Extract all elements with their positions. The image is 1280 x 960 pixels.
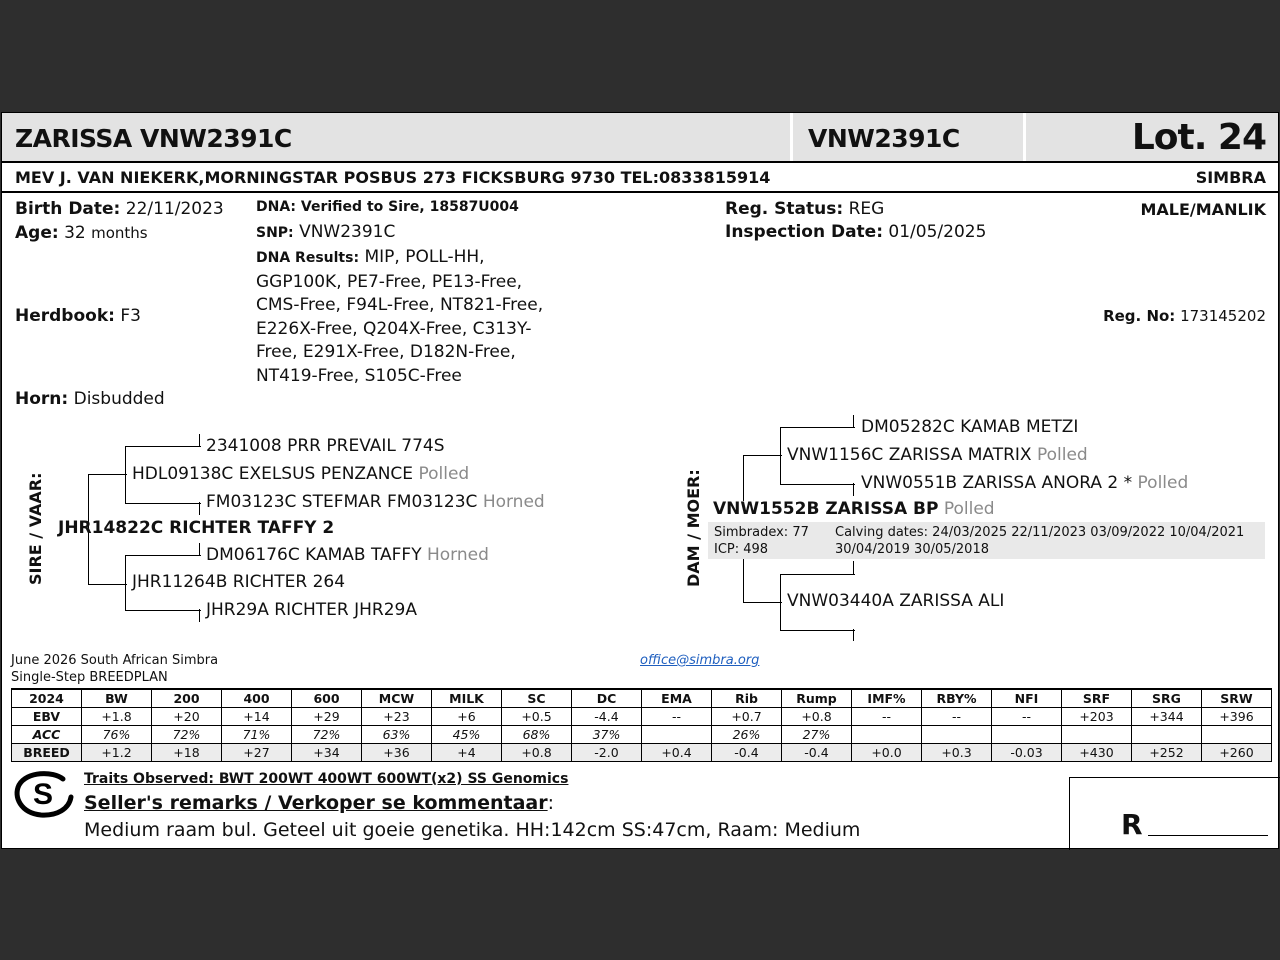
table-cell [1062, 726, 1132, 744]
dam-bracket-top [743, 455, 782, 501]
sire-dam-dam: JHR29A RICHTER JHR29A [206, 600, 417, 620]
table-cell: +0.3 [922, 744, 992, 762]
table-cell: +260 [1202, 744, 1272, 762]
table-cell: +6 [432, 708, 502, 726]
col-header: SRG [1132, 689, 1202, 708]
row-label: ACC [12, 726, 82, 744]
animal-name: ZARISSA VNW2391C [15, 124, 292, 153]
sex: MALE/MANLIK [1140, 200, 1266, 219]
dam-sire-sire: DM05282C KAMAB METZI [861, 417, 1079, 437]
table-cell: -- [922, 708, 992, 726]
dam-side-label: DAM / MOER: [684, 469, 703, 587]
calving-dates: Calving dates: 24/03/2025 22/11/2023 03/09/2022 10/04/2021 [835, 525, 1245, 540]
breed-name: SIMBRA [1195, 168, 1266, 187]
sire-sire-sire: 2341008 PRR PREVAIL 774S [206, 436, 445, 456]
simbra-logo-icon [13, 769, 75, 819]
table-cell [1202, 726, 1272, 744]
sire: JHR14822C RICHTER TAFFY 2 [58, 518, 335, 538]
table-cell: +0.8 [502, 744, 572, 762]
email-link[interactable]: office@simbra.org [640, 653, 760, 668]
col-header: 400 [222, 689, 292, 708]
herdbook: Herdbook: F3 [15, 306, 141, 326]
table-cell [852, 726, 922, 744]
table-cell: +23 [362, 708, 432, 726]
table-cell: +0.8 [782, 708, 852, 726]
icp: ICP: 498 [714, 542, 769, 557]
table-cell: +396 [1202, 708, 1272, 726]
sire-sire: HDL09138C EXELSUS PENZANCE Polled [132, 464, 470, 484]
owner-line: MEV J. VAN NIEKERK,MORNINGSTAR POSBUS 273 FICKSBURG 9730 TEL:0833815914 [15, 168, 771, 187]
ebv-source: June 2026 South African Simbra [11, 653, 219, 668]
col-header: BW [82, 689, 152, 708]
sire-dam-sire: DM06176C KAMAB TAFFY Horned [206, 545, 489, 565]
traits-observed: Traits Observed: BWT 200WT 400WT 600WT(x2) SS Genomics [84, 771, 569, 787]
table-cell: +344 [1132, 708, 1202, 726]
sire-side-label: SIRE / VAAR: [26, 472, 45, 585]
birth-date: Birth Date: 22/11/2023 [15, 199, 224, 219]
table-cell: +27 [222, 744, 292, 762]
col-header: SRF [1062, 689, 1132, 708]
table-cell: +14 [222, 708, 292, 726]
col-header: Rump [782, 689, 852, 708]
table-cell: +203 [1062, 708, 1132, 726]
sire-dam: JHR11264B RICHTER 264 [132, 572, 346, 592]
dna-results: DNA Results: MIP, POLL-HH, GGP100K, PE7-Free, PE13-Free, CMS-Free, F94L-Free, NT821-Free, E226X-Free, Q204X-Free, C313Y-Free, E291X-Free, D182N-Free, NT419-Free, S105C-Free [256, 247, 544, 386]
col-header: DC [572, 689, 642, 708]
col-header: RBY% [922, 689, 992, 708]
col-header: SC [502, 689, 572, 708]
table-cell: +0.4 [642, 744, 712, 762]
col-header: Rib [712, 689, 782, 708]
ebv-source-method: Single-Step BREEDPLAN [11, 670, 168, 685]
snp: SNP: VNW2391C [256, 222, 396, 242]
table-cell: +252 [1132, 744, 1202, 762]
col-header: SRW [1202, 689, 1272, 708]
price-currency: R [1121, 808, 1143, 841]
dam-info-box [708, 522, 1265, 559]
table-cell: 71% [222, 726, 292, 744]
ebv-row [12, 708, 1272, 726]
price-field[interactable] [1148, 835, 1268, 836]
table-cell [992, 726, 1062, 744]
seller-remarks: Medium raam bul. Geteel uit goeie genetika. HH:142cm SS:47cm, Raam: Medium [84, 819, 861, 841]
horn-status: Horn: Disbudded [15, 389, 165, 409]
col-header: MCW [362, 689, 432, 708]
table-cell: +20 [152, 708, 222, 726]
table-cell: 72% [292, 726, 362, 744]
lot-card [1, 112, 1279, 849]
dam-dam: VNW03440A ZARISSA ALI [787, 591, 1005, 611]
table-cell: +34 [292, 744, 362, 762]
table-cell: -0.03 [992, 744, 1062, 762]
table-cell [1132, 726, 1202, 744]
col-header: 600 [292, 689, 362, 708]
table-cell: +36 [362, 744, 432, 762]
owner-bar [2, 163, 1278, 193]
reg-no: Reg. No: 173145202 [1103, 307, 1266, 325]
col-header: IMF% [852, 689, 922, 708]
table-cell: -- [992, 708, 1062, 726]
col-header: NFI [992, 689, 1062, 708]
dam-sire-dam: VNW0551B ZARISSA ANORA 2 * Polled [861, 473, 1189, 493]
reg-status: Reg. Status: REG [725, 199, 885, 219]
table-cell: -0.4 [712, 744, 782, 762]
remarks-heading: Seller's remarks / Verkoper se kommentaar: [84, 792, 555, 814]
inspection-date: Inspection Date: 01/05/2025 [725, 222, 987, 242]
table-cell [922, 726, 992, 744]
animal-id: VNW2391C [808, 124, 960, 153]
table-cell: +4 [432, 744, 502, 762]
col-header: 200 [152, 689, 222, 708]
table-cell: 45% [432, 726, 502, 744]
table-cell: 26% [712, 726, 782, 744]
table-cell: 72% [152, 726, 222, 744]
age: Age: 32 months [15, 223, 148, 243]
simbradex: Simbradex: 77 [714, 525, 809, 540]
table-cell: -0.4 [782, 744, 852, 762]
table-cell: +1.8 [82, 708, 152, 726]
table-cell: +430 [1062, 744, 1132, 762]
col-header: 2024 [12, 689, 82, 708]
table-cell: -2.0 [572, 744, 642, 762]
ebv-table [11, 688, 1272, 762]
table-cell [642, 726, 712, 744]
sire-sire-dam: FM03123C STEFMAR FM03123C Horned [206, 492, 545, 512]
calving-dates-cont: 30/04/2019 30/05/2018 [835, 542, 989, 557]
price-box [1069, 777, 1280, 850]
row-label: EBV [12, 708, 82, 726]
table-cell: 27% [782, 726, 852, 744]
lot-number: Lot. 24 [1131, 117, 1266, 158]
dam-sire: VNW1156C ZARISSA MATRIX Polled [787, 445, 1088, 465]
table-cell: +29 [292, 708, 362, 726]
table-cell: -- [642, 708, 712, 726]
acc-row [12, 726, 1272, 744]
breed-row [12, 744, 1272, 762]
table-cell: +0.0 [852, 744, 922, 762]
table-cell: 63% [362, 726, 432, 744]
dna-verification: DNA: Verified to Sire, 18587U004 [256, 199, 519, 215]
row-label: BREED [12, 744, 82, 762]
col-header: EMA [642, 689, 712, 708]
table-cell: +0.5 [502, 708, 572, 726]
svg-text:S: S [33, 778, 54, 811]
table-cell: 76% [82, 726, 152, 744]
ebv-header-row [12, 689, 1272, 708]
col-header: MILK [432, 689, 502, 708]
table-cell: 37% [572, 726, 642, 744]
dam: VNW1552B ZARISSA BP Polled [713, 499, 995, 519]
table-cell: -- [852, 708, 922, 726]
table-cell: 68% [502, 726, 572, 744]
table-cell: -4.4 [572, 708, 642, 726]
header-bar [2, 113, 1278, 163]
dam-bracket-bottom [743, 559, 782, 603]
table-cell: +1.2 [82, 744, 152, 762]
table-cell: +18 [152, 744, 222, 762]
table-cell: +0.7 [712, 708, 782, 726]
